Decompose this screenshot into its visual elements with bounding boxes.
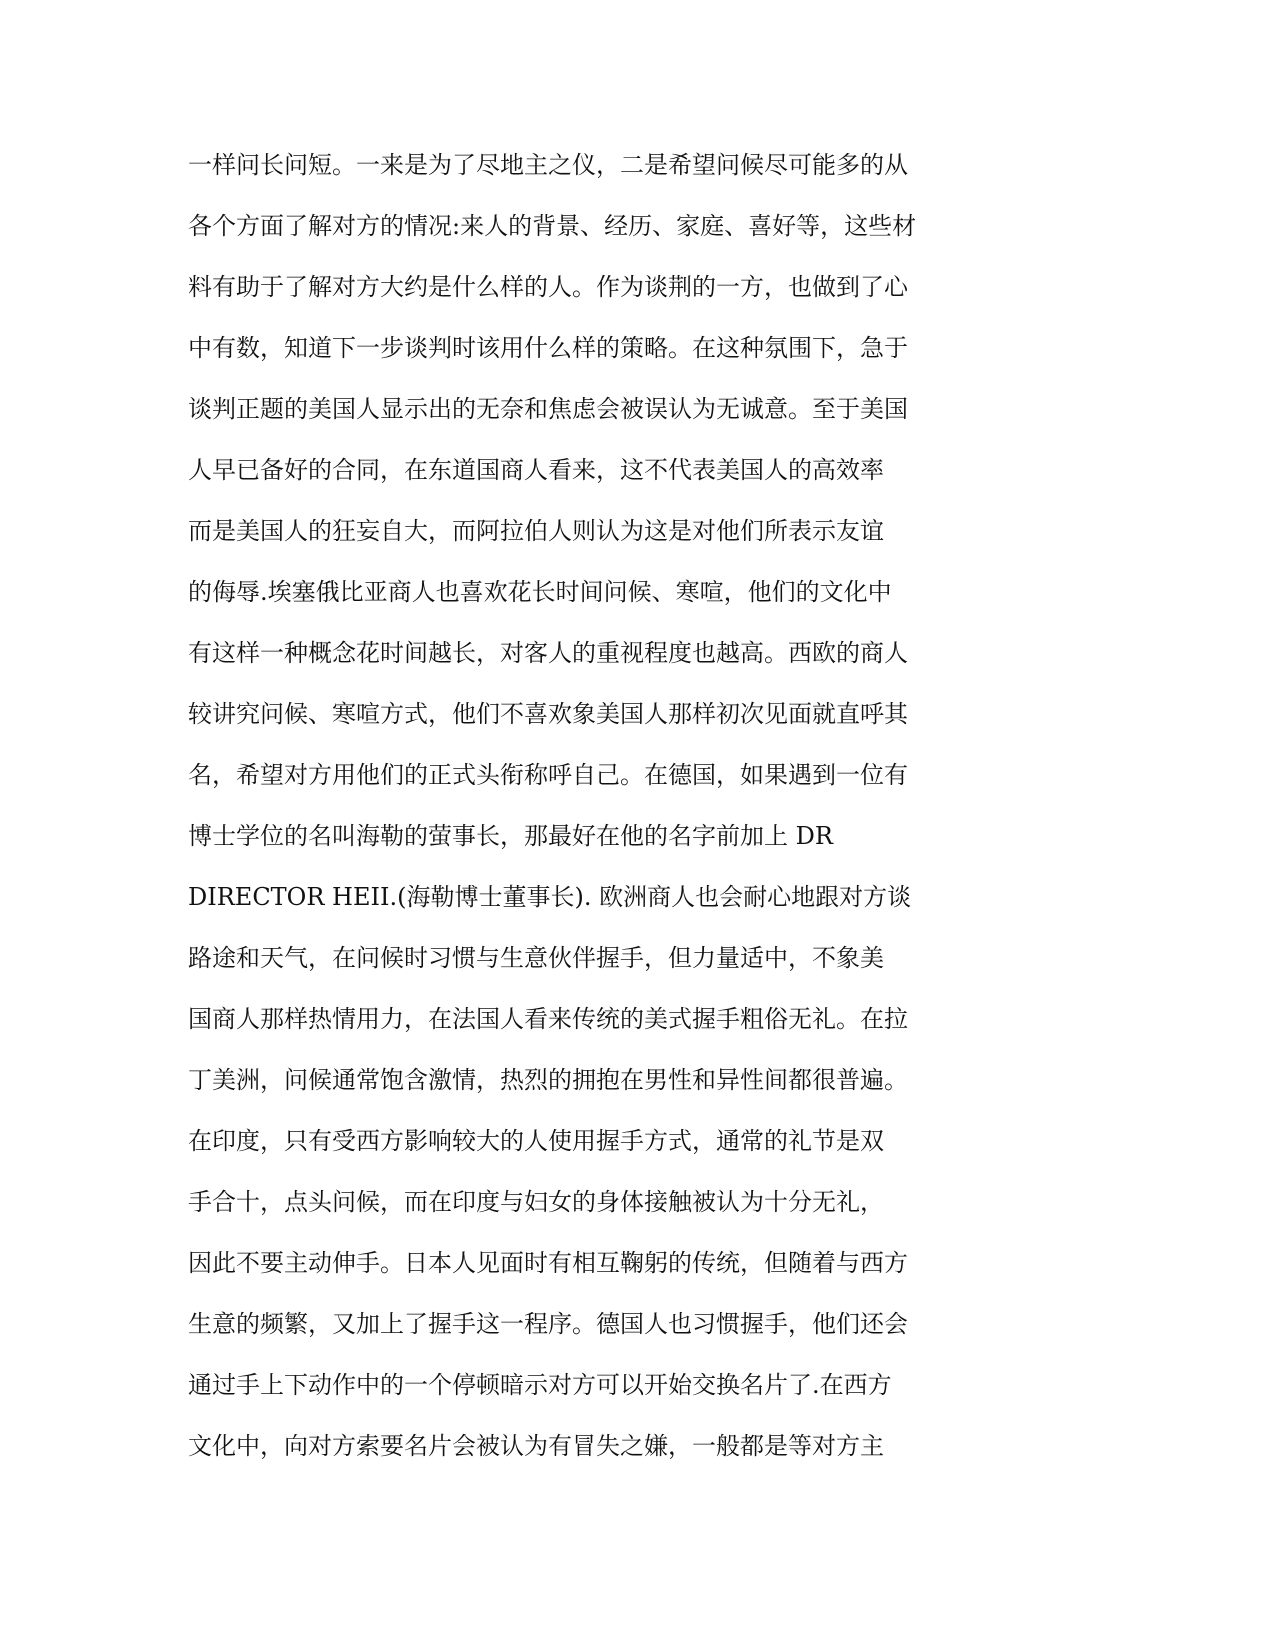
- text-line: 而是美国人的狂妄自大，而阿拉伯人则认为这是对他们所表示友谊: [188, 517, 884, 545]
- text-line: 生意的频繁，又加上了握手这一程序。德国人也习惯握手，他们还会: [188, 1310, 908, 1338]
- text-line: 料有助于了解对方大约是什么样的人。作为谈荆的一方，也做到了心: [188, 273, 908, 301]
- text-line: 人早已备好的合同，在东道国商人看来，这不代表美国人的高效率: [188, 456, 884, 484]
- text-line: 中有数，知道下一步谈判时该用什么样的策略。在这种氛围下，急于: [188, 334, 908, 362]
- text-line: 谈判正题的美国人显示出的无奈和焦虑会被误认为无诚意。至于美国: [188, 395, 908, 423]
- text-line: 在印度，只有受西方影响较大的人使用握手方式，通常的礼节是双: [188, 1127, 884, 1155]
- text-line: 一样问长问短。一来是为了尽地主之仪，二是希望问候尽可能多的从: [188, 151, 908, 179]
- body-text: [188, 144, 968, 1486]
- text-line: 较讲究问候、寒喧方式，他们不喜欢象美国人那样初次见面就直呼其: [188, 700, 908, 728]
- text-line: 名，希望对方用他们的正式头衔称呼自己。在德国，如果遇到一位有: [188, 761, 908, 789]
- text-line: 通过手上下动作中的一个停顿暗示对方可以开始交换名片了.在西方: [188, 1371, 892, 1399]
- text-line: 路途和天气，在问候时习惯与生意伙伴握手，但力量适中，不象美: [188, 944, 884, 972]
- text-line: 手合十，点头问候，而在印度与妇女的身体接触被认为十分无礼，: [188, 1188, 884, 1216]
- text-line: 博士学位的名叫海勒的萤事长，那最好在他的名字前加上 DR: [188, 822, 833, 850]
- text-line: 国商人那样热情用力，在法国人看来传统的美式握手粗俗无礼。在拉: [188, 1005, 908, 1033]
- text-line: 的侮辱.埃塞俄比亚商人也喜欢花长时间问候、寒喧，他们的文化中: [188, 578, 892, 606]
- text-line: 因此不要主动伸手。日本人见面时有相互鞠躬的传统，但随着与西方: [188, 1249, 908, 1277]
- text-line: 丁美洲，问候通常饱含激情，热烈的拥抱在男性和异性间都很普遍。: [188, 1066, 908, 1094]
- text-line: DIRECTOR HEII.(海勒博士董事长). 欧洲商人也会耐心地跟对方谈: [188, 883, 912, 911]
- text-line: 各个方面了解对方的情况:来人的背景、经历、家庭、喜好等，这些材: [188, 212, 917, 240]
- text-line: 文化中，向对方索要名片会被认为有冒失之嫌，一般都是等对方主: [188, 1432, 884, 1460]
- text-line: 有这样一种概念花时间越长，对客人的重视程度也越高。西欧的商人: [188, 639, 908, 667]
